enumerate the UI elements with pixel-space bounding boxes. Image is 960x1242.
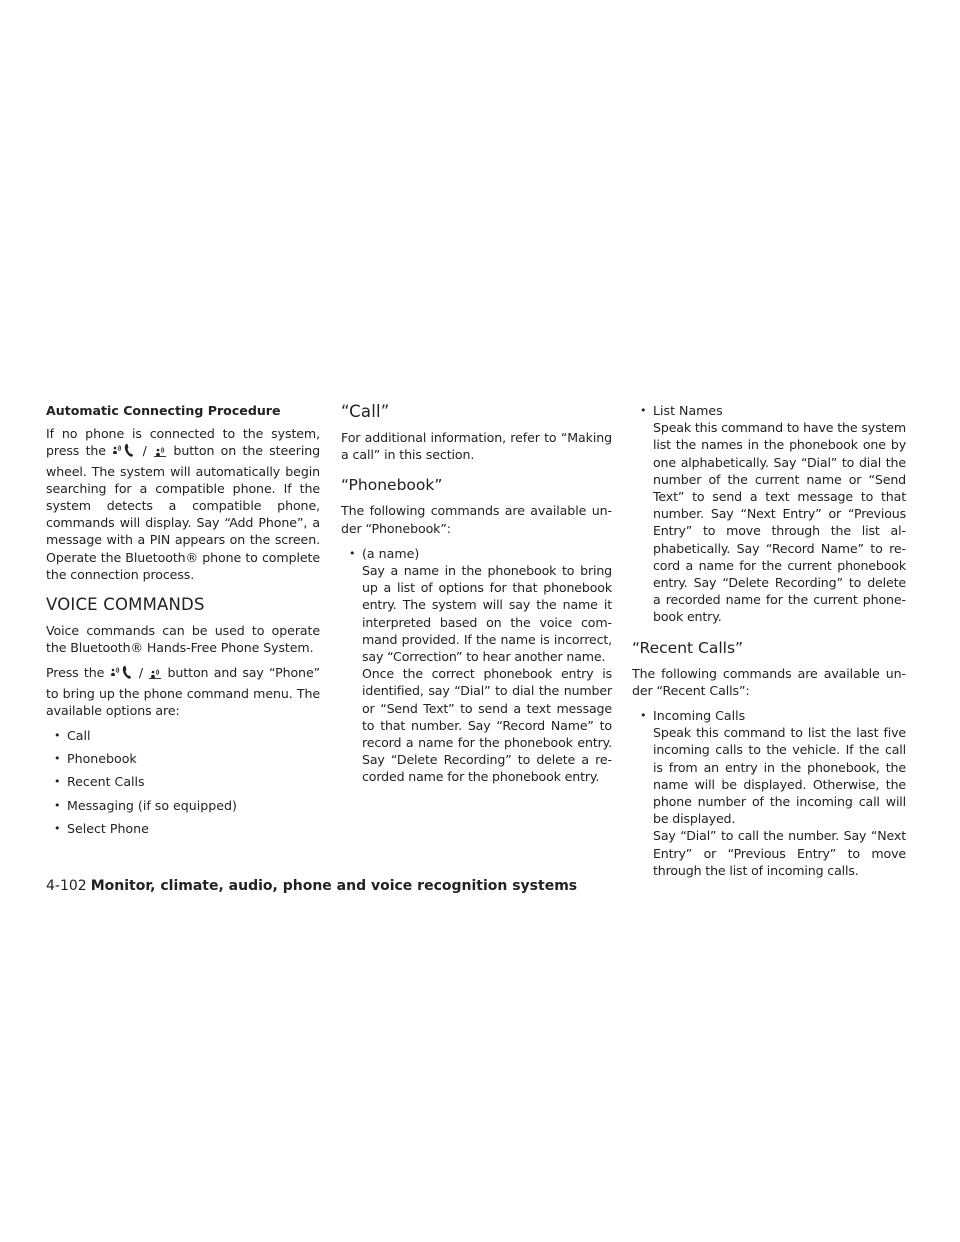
column-right (632, 402, 906, 885)
list-item: • Phonebook (54, 750, 320, 767)
icon-slash: / (142, 443, 147, 459)
paragraph-recent-calls: The following commands are available under “Recent Calls”: (632, 665, 906, 698)
phone-voice-icon (110, 664, 134, 684)
entry-term: (a name) (362, 545, 420, 561)
heading-voice-commands: VOICE COMMANDS (46, 595, 205, 615)
column-middle (341, 402, 612, 792)
auto-text-before: If no phone is connected to the system, press the (46, 426, 320, 459)
voice-icon (153, 444, 167, 462)
paragraph-automatic-connecting (46, 425, 320, 583)
heading-recent-calls: “Recent Calls” (632, 638, 744, 657)
bullet-dot: • (640, 709, 647, 723)
entry-description: Say a name in the phonebook to bring up a list of options for that phonebook entry. The system will say the name it interpreted based on the voice command provided. If the name is incorrect, say “Correction” to hear another name. (362, 563, 612, 665)
column-left (46, 402, 320, 843)
voice-text-after: button and say “Phone” to bring up the phone command menu. The available options are: (46, 665, 321, 718)
paragraph-voice-intro: Voice commands can be used to operate the Bluetooth® Hands-Free Phone System. (46, 623, 320, 656)
voice-icon (148, 666, 162, 684)
entry-term: List Names (653, 403, 723, 418)
entry-incoming-calls (632, 707, 906, 879)
page-number: 4-102 (46, 878, 87, 894)
voice-text-before: Press the (46, 665, 105, 681)
phone-voice-icon (112, 442, 136, 462)
entry-description: Once the correct phonebook entry is identified, say “Dial” to dial the number or “Send Text” to send a text message to that number. Say “Record Name” to record a name for the phonebook entry. Say “Delete Recording” to delete a recorded name for the phonebook entry. (362, 666, 612, 785)
heading-call: “Call” (341, 402, 390, 421)
heading-phonebook: “Phonebook” (341, 476, 443, 495)
list-item: • Call (54, 727, 320, 744)
entry-list-names (632, 402, 906, 626)
list-item: • Select Phone (54, 820, 320, 837)
entry-description: Say “Dial” to call the number. Say “Next Entry” or “Previous Entry” to move through the list of incoming calls. (653, 828, 906, 878)
list-item: • Recent Calls (54, 773, 320, 790)
bullet-dot: • (349, 546, 356, 560)
page-footer (46, 877, 577, 895)
heading-automatic-connecting: Automatic Connecting Procedure (46, 403, 281, 418)
bullet-dot: • (640, 404, 647, 417)
paragraph-phonebook: The following commands are available under “Phonebook”: (341, 503, 612, 536)
auto-text-after: button on the steering wheel. The system will automatically begin searching for a compatible phone. If the system detects a compatible phone, commands will display. Say “Add Phone”, a message with a PIN appears on the screen. Operate the Bluetooth® phone to complete the connection process. (46, 443, 321, 582)
paragraph-voice-press (46, 664, 320, 719)
paragraph-call: For additional information, refer to “Making a call” in this section. (341, 430, 612, 463)
entry-term: Incoming Calls (653, 708, 746, 724)
entry-a-name (341, 545, 612, 786)
entry-description: Speak this command to list the last five incoming calls to the vehicle. If the call is from an entry in the phonebook, the name will be displayed. Otherwise, the phone number of the incoming call will be displayed. (653, 725, 906, 827)
list-item: • Messaging (if so equipped) (54, 797, 320, 814)
entry-description: Speak this command to have the system list the names in the phonebook one by one alphabetically. Say “Dial” to dial the number of the current name or “Send Text” to send a text message to that number. Say “Next Entry” or “Previous Entry” to move through the list alphabetically. Say “Record Name” to record a name for the current phonebook entry. Say “Delete Recording” to delete a recorded name for the current phonebook entry. (653, 420, 906, 625)
section-title: Monitor, climate, audio, phone and voice recognition systems (90, 878, 578, 894)
voice-options-list (46, 727, 320, 837)
icon-slash: / (138, 665, 143, 681)
